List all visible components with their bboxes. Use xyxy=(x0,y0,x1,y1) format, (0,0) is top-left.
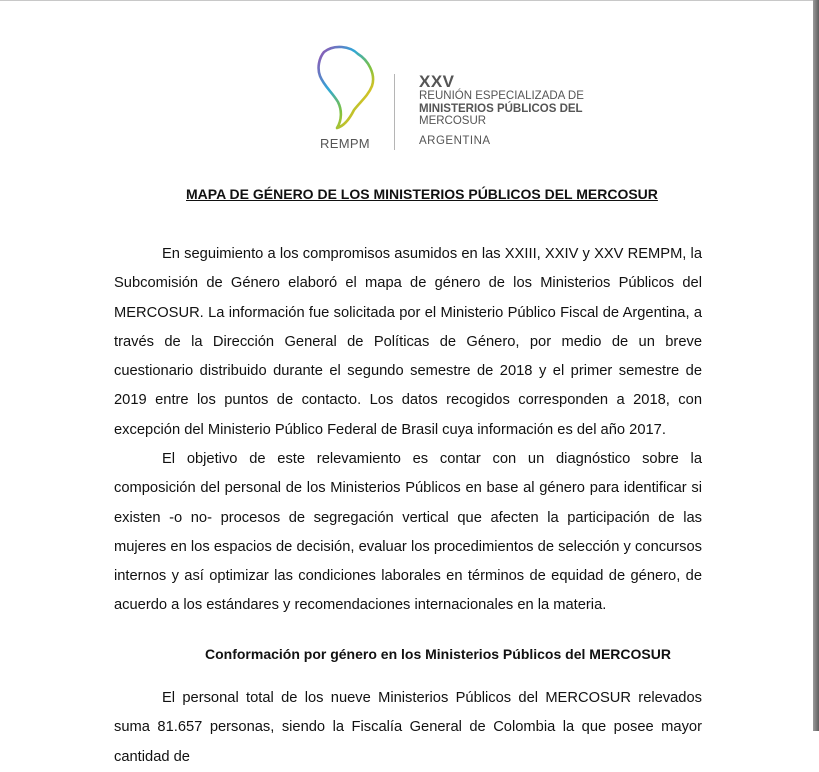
paragraph-1: En seguimiento a los compromisos asumidos en las XXIII, XXIV y XXV REMPM, la Subcomisión de Género elaboró el mapa de género de los Ministerios Públicos del MERCOSUR. La información fue solicitada por el Ministerio Público Fiscal de Argentina, a través de la Dirección General de Políticas de Género, por medio de un breve cuestionario distribuido durante el segundo semestre de 2018 y el primer semestre de 2019 entre los puntos de contacto. Los datos recogidos corresponden a 2018, con excepción del Ministerio Público Federal de Brasil cuya información es del año 2017. xyxy=(114,246,702,438)
meeting-country: ARGENTINA xyxy=(419,134,491,147)
header-divider xyxy=(394,74,395,150)
meeting-line-3: MERCOSUR xyxy=(419,115,487,127)
document-title: MAPA DE GÉNERO DE LOS MINISTERIOS PÚBLICOS DEL MERCOSUR xyxy=(186,186,658,202)
page-edge-shadow xyxy=(813,0,819,731)
page-top-border xyxy=(0,0,813,1)
document-header xyxy=(305,40,595,155)
meeting-info xyxy=(419,73,584,147)
south-america-logo-icon xyxy=(310,40,380,132)
paragraph-3: El personal total de los nueve Ministerios Públicos del MERCOSUR relevados suma 81.657 personas, siendo la Fiscalía General de Colombia la que posee mayor cantidad de xyxy=(114,690,702,765)
meeting-line-1: REUNIÓN ESPECIALIZADA DE xyxy=(419,90,584,102)
meeting-number: XXV xyxy=(419,72,455,91)
logo-label: REMPM xyxy=(320,136,370,151)
paragraph-2: El objetivo de este relevamiento es contar con un diagnóstico sobre la composición del personal de los Ministerios Públicos en base al género para identificar si existen -o no- procesos de segregación vertical que afecten la participación de las mujeres en los espacios de decisión, evaluar los procedimientos de selección y concursos internos y así optimizar las condiciones laborales en términos de equidad de género, de acuerdo a los estándares y recomendaciones internacionales en la materia. xyxy=(114,451,702,614)
meeting-line-2: MINISTERIOS PÚBLICOS DEL xyxy=(419,102,583,115)
section-subtitle: Conformación por género en los Ministerios Públicos del MERCOSUR xyxy=(205,646,671,662)
